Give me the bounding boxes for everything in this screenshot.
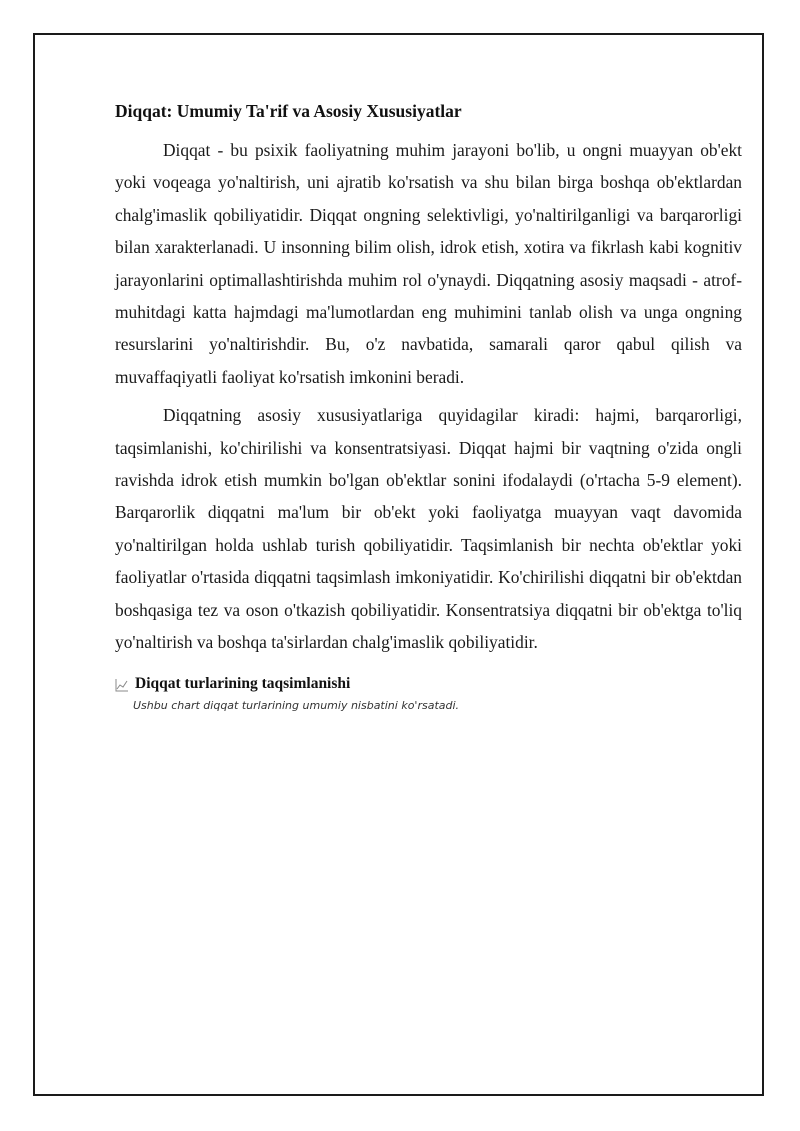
- paragraph-properties: Diqqatning asosiy xususiyatlariga quyidagilar kiradi: hajmi, barqarorligi, taqsimlanishi, ko'chirilishi va konsentratsiyasi. Diqqat hajmi bir vaqtning o'zida ongli ravishda idrok etish mumkin bo'lgan ob'ektlar sonini ifodalaydi (o'rtacha 5-9 element). Barqarorlik diqqatni ma'lum bir ob'ekt yoki faoliyatga muayyan vaqt davomida yo'naltirilgan holda ushlab turish qobiliyatidir. Taqsimlanish bir nechta ob'ektlar yoki faoliyatlar o'rtasida diqqatni taqsimlash imkoniyatidir. Ko'chirilishi diqqatni bir ob'ektdan boshqasiga tez va oson o'tkazish qobiliyatidir. Konsentratsiya diqqatni bir ob'ektga to'liq yo'naltirish va boshqa ta'sirlardan chalg'imaslik qobiliyatidir.: [115, 405, 742, 653]
- chart-line-icon: [115, 677, 129, 691]
- paragraph-definition: Diqqat - bu psixik faoliyatning muhim jarayoni bo'lib, u ongni muayyan ob'ekt yoki voqeaga yo'naltirish, uni ajratib ko'rsatish va shu bilan birga boshqa ob'ektlardan chalg'imaslik qobiliyatidir. Diqqat ongning selektivligi, yo'naltirilganligi va barqarorligi bilan xarakterlanadi. U insonning bilim olish, idrok etish, xotira va fikrlash kabi kognitiv jarayonlarini optimallashtirishda muhim rol o'ynaydi. Diqqatning asosiy maqsadi - atrof-muhitdagi katta hajmdagi ma'lumotlardan eng muhimini tanlab olish va unga ongning resurslarini yo'naltirishdir. Bu, o'z navbatida, samarali qaror qabul qilish va muvaffaqiyatli faoliyat ko'rsatish imkonini beradi.: [115, 140, 742, 387]
- chart-heading: Diqqat turlarining taqsimlanishi: [135, 674, 351, 692]
- document-body: [115, 98, 742, 714]
- chart-section: [115, 673, 742, 714]
- document-title: Diqqat: Umumiy Ta'rif va Asosiy Xususiyatlar: [115, 101, 462, 121]
- chart-heading-row: [115, 673, 742, 695]
- chart-caption: Ushbu chart diqqat turlarining umumiy nisbatini ko'rsatadi.: [133, 698, 460, 712]
